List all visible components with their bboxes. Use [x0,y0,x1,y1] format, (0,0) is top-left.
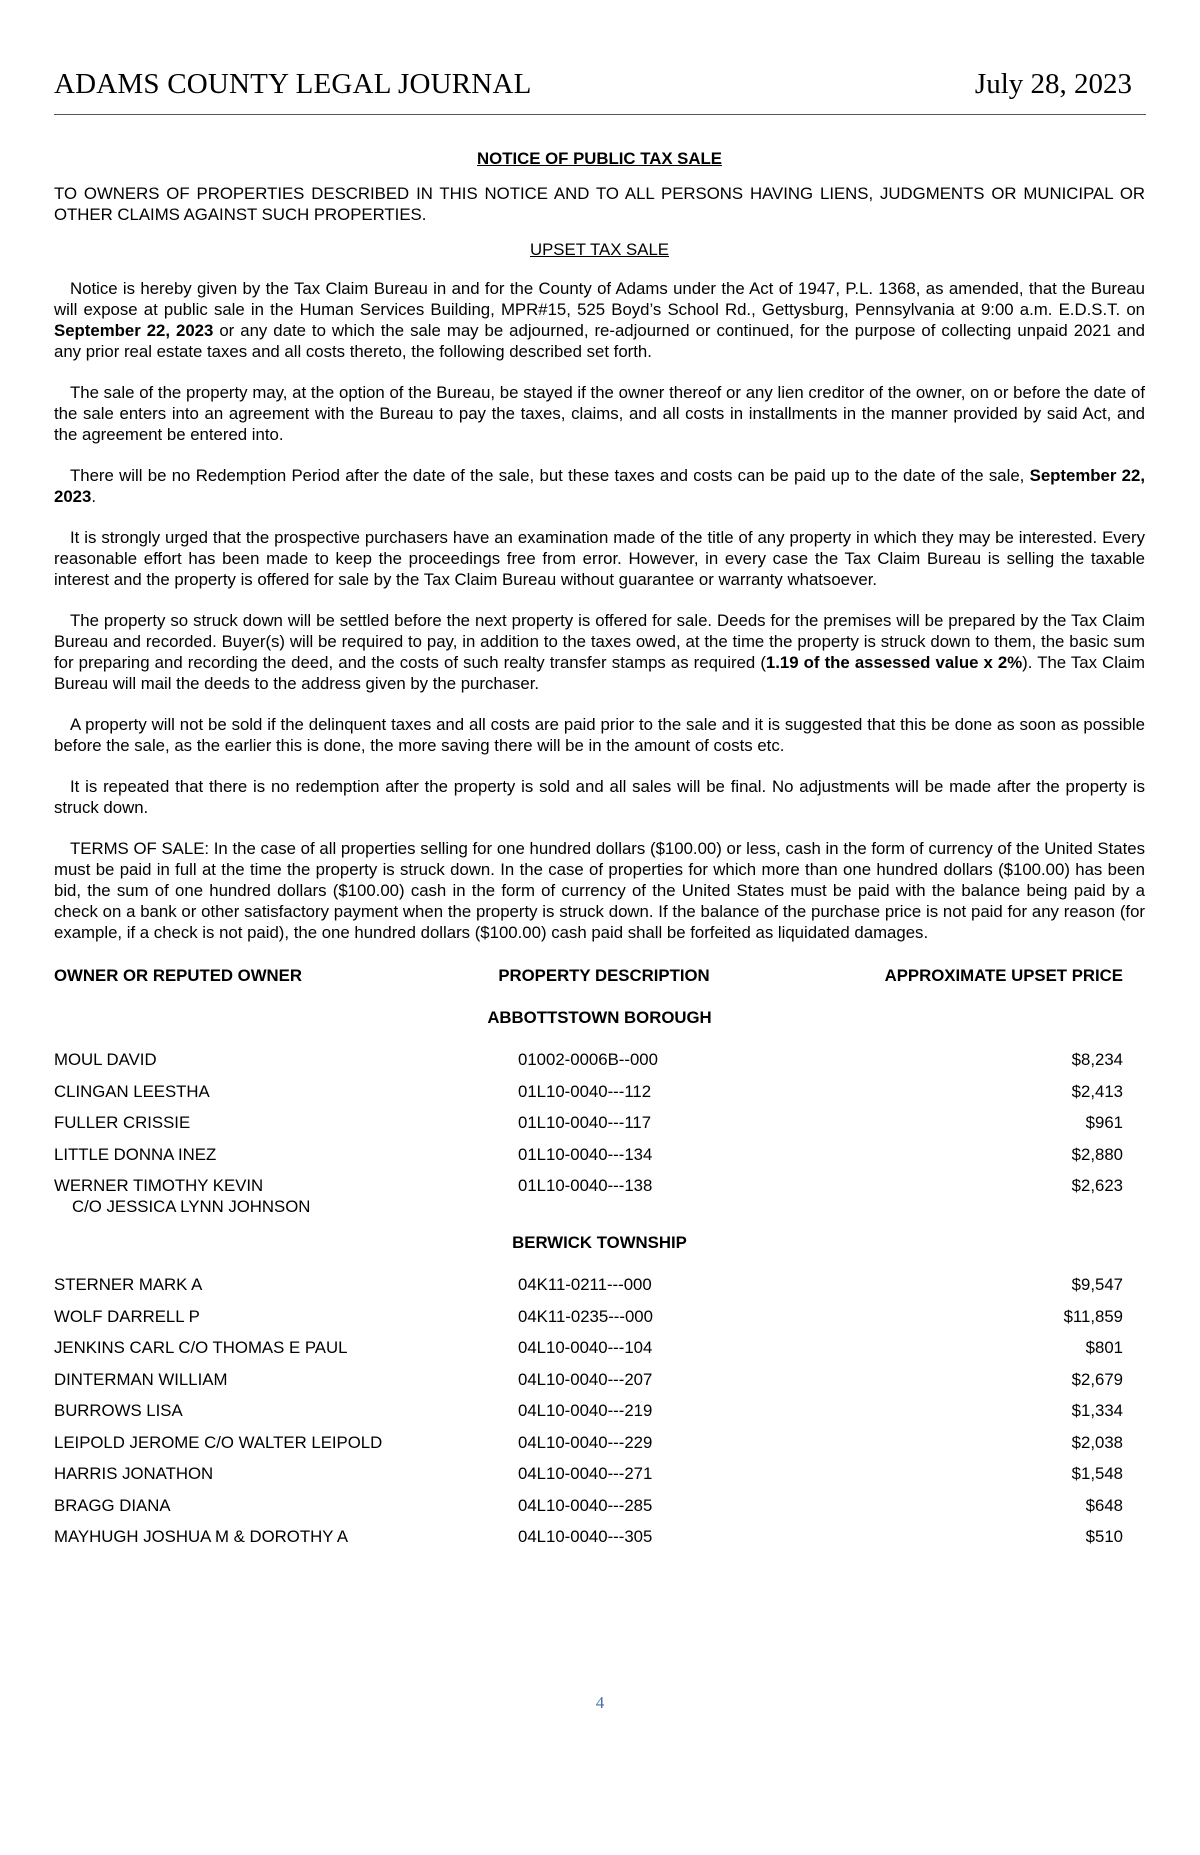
column-description: PROPERTY DESCRIPTION [498,966,710,985]
owner-name: MOUL DAVID [54,1050,157,1069]
parcel-id: 01002-0006B--000 [518,1050,658,1069]
table-row [54,1081,1145,1102]
upset-price: $2,038 [1071,1432,1123,1452]
owner-care-of: C/O JESSICA LYNN JOHNSON [72,1197,311,1216]
owner-name: STERNER MARK A [54,1275,203,1294]
table-row [54,1400,1145,1421]
page-number: 4 [595,1693,605,1712]
parcel-id: 01L10-0040---117 [518,1113,652,1132]
owner-name: DINTERMAN WILLIAM [54,1369,228,1389]
paragraph-redemption [54,465,1145,507]
parcel-id: 04L10-0040---229 [518,1432,653,1452]
paragraph-stay: The sale of the property may, at the option of the Bureau, be stayed if the owner thereof or any lien creditor of the owner, on or before the date of the sale enters into an agreement with the Bureau to pay the taxes, claims, and all costs in installments in the manner provided by said Act, and the agreement be entered into. [54,383,1145,444]
table-row [54,1526,1145,1547]
owner-name: BURROWS LISA [54,1401,183,1420]
table-row [54,1495,1145,1516]
owner-name: BRAGG DIANA [54,1495,171,1515]
stamp-formula: 1.19 of the assessed value x 2% [765,653,1023,672]
parcel-id: 04K11-0211---000 [518,1275,652,1294]
table-row [54,1049,1145,1070]
parcel-id: 04L10-0040---271 [518,1464,653,1483]
paragraph-text: ). The Tax Claim Bureau will mail the deeds to the address given by the purchaser. [54,653,1145,693]
upset-price: $961 [1085,1113,1123,1132]
table-row [54,1432,1145,1453]
paragraph-payment: A property will not be sold if the delinquent taxes and all costs are paid prior to the sale and it is suggested that this be done as soon as possible before the sale, as the earlier this is done, the more saving there will be in the amount of costs etc. [54,715,1145,755]
paragraph-text: The property so struck down will be settled before the next property is offered for sale. Deeds for the premises will be prepared by the Tax Claim Bureau and recorded. Buyer(s) will be required to pay, in addition to the taxes owed, at the time the property is struck down to them, the basic sum for preparing and recording the deed, and the costs of such realty transfer stamps as required ( [54,611,1145,672]
owner-name: FULLER CRISSIE [54,1113,191,1132]
paragraph-text: There will be no Redemption Period after the date of the sale, but these taxes and costs can be paid up to the date of the sale, [70,466,1030,485]
upset-price: $648 [1085,1495,1123,1515]
table-row [54,1112,1145,1133]
upset-price: $2,880 [1071,1144,1123,1164]
owner-name: WOLF DARRELL P [54,1306,200,1326]
upset-price: $2,413 [1071,1081,1123,1101]
column-owner: OWNER OR REPUTED OWNER [54,966,302,985]
parcel-id: 04L10-0040---305 [518,1527,653,1546]
table-header [54,965,1145,986]
upset-price: $1,548 [1071,1464,1123,1483]
journal-title: ADAMS COUNTY LEGAL JOURNAL [54,68,532,100]
paragraph-terms: TERMS OF SALE: In the case of all properties selling for one hundred dollars ($100.00) or less, cash in the form of currency of the United States must be paid in full at the time the property is struck down. In the case of properties for which more than one hundred dollars ($100.00) has been bid, the sum of one hundred dollars ($100.00) cash in the form of currency of the United States must be paid with the balance being paid by a check on a bank or other satisfactory payment when the property is struck down. If the balance of the purchase price is not paid for any reason (for example, if a check is not paid), the one hundred dollars ($100.00) cash paid shall be forfeited as liquidated damages. [54,839,1145,942]
paragraph-title-exam: It is strongly urged that the prospective purchasers have an examination made of the title of any property in which they may be interested. Every reasonable effort has been made to keep the proceedings free from error. However, in every case the Tax Claim Bureau is selling the taxable interest and the property is offered for sale by the Tax Claim Bureau without guarantee or warranty whatsoever. [54,528,1145,589]
table-row [54,1144,1145,1165]
owner-primary: WERNER TIMOTHY KEVIN [54,1176,264,1195]
sale-date: September 22, 2023 [54,321,214,340]
parcel-id: 04L10-0040---104 [518,1338,653,1357]
table-row [54,1463,1145,1484]
owner-name: HARRIS JONATHON [54,1464,214,1483]
section-title: ABBOTTSTOWN BOROUGH [487,1008,712,1027]
owner-name: MAYHUGH JOSHUA M & DOROTHY A [54,1527,349,1546]
sale-date: September 22, 2023 [54,466,1145,506]
parcel-id: 04L10-0040---207 [518,1369,653,1389]
notice-title: NOTICE OF PUBLIC TAX SALE [477,149,722,168]
parcel-id: 04L10-0040---285 [518,1495,653,1515]
paragraph-text: . [91,487,97,506]
table-row [54,1306,1145,1327]
section-title: BERWICK TOWNSHIP [512,1233,687,1252]
owner-name [54,1175,474,1217]
parcel-id: 01L10-0040---138 [518,1176,653,1195]
owner-name: CLINGAN LEESTHA [54,1081,210,1101]
parcel-id: 01L10-0040---112 [518,1081,652,1101]
notice-subtitle: UPSET TAX SALE [530,240,669,259]
upset-price: $9,547 [1071,1275,1123,1294]
upset-price: $801 [1085,1338,1123,1357]
upset-price: $2,623 [1071,1176,1123,1195]
upset-price: $8,234 [1071,1050,1123,1069]
parcel-id: 01L10-0040---134 [518,1144,653,1164]
issue-date: July 28, 2023 [974,68,1132,100]
owner-name: LEIPOLD JEROME C/O WALTER LEIPOLD [54,1432,383,1452]
table-row [54,1369,1145,1390]
table-row [54,1337,1145,1358]
table-row [54,1274,1145,1295]
parcel-id: 04L10-0040---219 [518,1401,653,1420]
upset-price: $510 [1085,1527,1123,1546]
paragraph-deeds [54,610,1145,694]
paragraph-text: or any date to which the sale may be adjourned, re-adjourned or continued, for the purpose of collecting unpaid 2021 and any prior real estate taxes and all costs thereto, the following described set forth. [54,321,1145,361]
owner-name: LITTLE DONNA INEZ [54,1144,217,1164]
upset-price: $11,859 [1063,1306,1123,1326]
owner-name: JENKINS CARL C/O THOMAS E PAUL [54,1338,348,1357]
column-price: APPROXIMATE UPSET PRICE [884,966,1123,985]
paragraph-final: It is repeated that there is no redemption after the property is sold and all sales will be final. No adjustments will be made after the property is struck down. [54,777,1145,817]
notice-addressee: TO OWNERS OF PROPERTIES DESCRIBED IN THIS NOTICE AND TO ALL PERSONS HAVING LIENS, JUDGMENTS OR MUNICIPAL OR OTHER CLAIMS AGAINST SUCH PROPERTIES. [54,184,1145,224]
paragraph-sale-notice [54,278,1145,362]
upset-price: $1,334 [1071,1401,1123,1420]
upset-price: $2,679 [1071,1369,1123,1389]
paragraph-text: Notice is hereby given by the Tax Claim Bureau in and for the County of Adams under the Act of 1947, P.L. 1368, as amended, that the Bureau will expose at public sale in the Human Services Building, MPR#15, 525 Boyd’s School Rd., Gettysburg, Pennsylvania at 9:00 a.m. E.D.S.T. on [54,279,1145,319]
notice-body [54,148,1145,1558]
table-row [54,1175,1145,1217]
page-header [54,62,1146,115]
parcel-id: 04K11-0235---000 [518,1306,653,1326]
